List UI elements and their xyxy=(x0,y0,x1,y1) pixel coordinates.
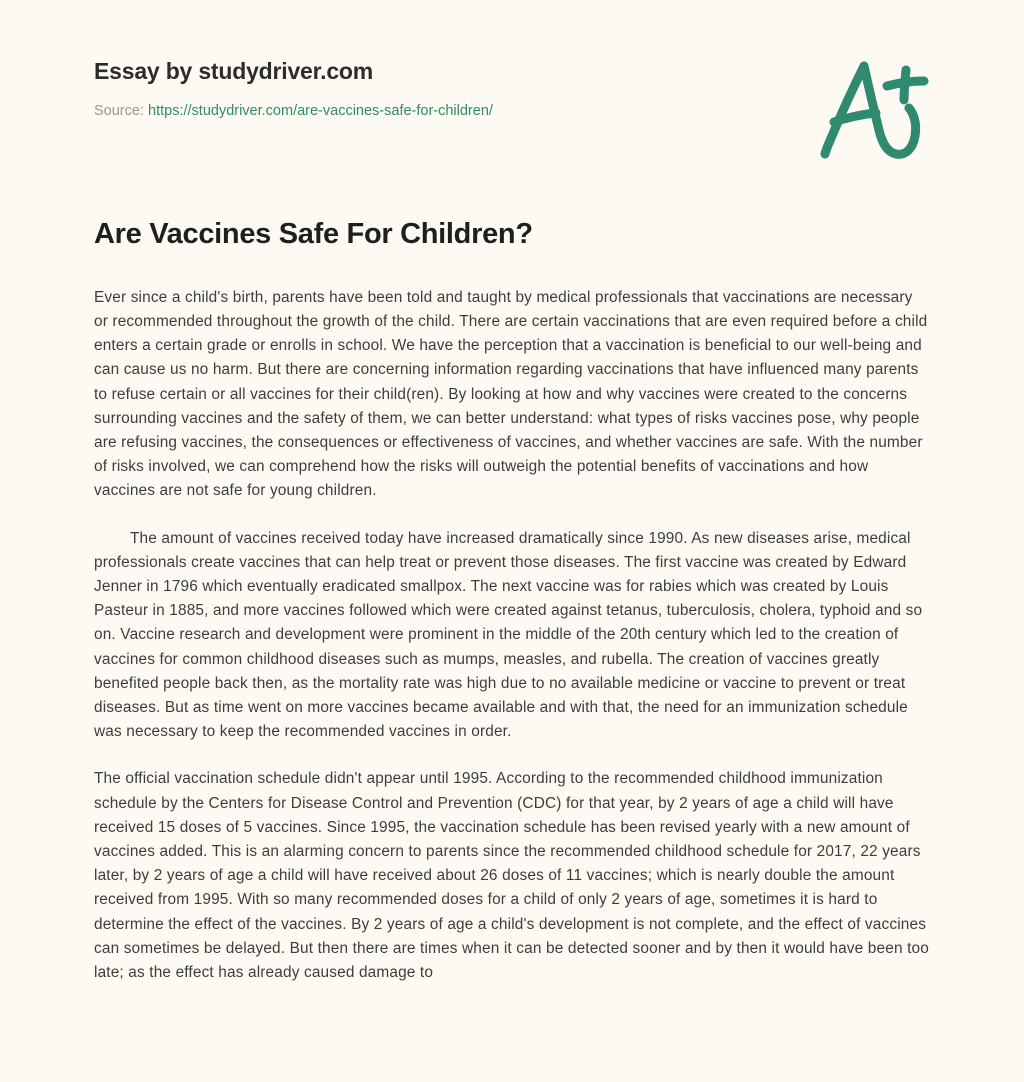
source-label: Source: xyxy=(94,102,144,119)
brand-byline: Essay by studydriver.com xyxy=(94,58,374,84)
body-paragraph: The amount of vaccines received today have increased dramatically since 1990. As new diseases arise, medical professionals create vaccines that can help treat or prevent those diseases. The first vaccine was created by Edward Jenner in 1796 which eventually eradicated smallpox. The next vaccine was for rabies which was created by Louis Pasteur in 1885, and more vaccines followed which were created against tetanus, tuberculosis, cholera, typhoid and so on. Vaccine research and development were prominent in the middle of the 20th century which led to the creation of vaccines for common childhood diseases such as mumps, measles, and rubella. The creation of vaccines greatly benefited people back then, as the mortality rate was high due to no available medicine or vaccine to prevent or treat diseases. But as time went on more vaccines became available and with that, the need for an immunization schedule was necessary to keep the recommended vaccines in order. xyxy=(94,529,923,741)
source-url-link[interactable]: https://studydriver.com/are-vaccines-safe-for-children/ xyxy=(148,102,493,119)
page-title: Are Vaccines Safe For Children? xyxy=(94,218,533,251)
body-paragraph: Ever since a child's birth, parents have been told and taught by medical professionals that vaccinations are necessary or recommended throughout the growth of the child. There are certain vaccinations that are even required before a child enters a certain grade or enrolls in school. We have the perception that a vaccination is beneficial to our well-being and can cause us no harm. But there are concerning information regarding vaccinations that have influenced many parents to refuse certain or all vaccines for their child(ren). By looking at how and why vaccines were created to the concerns surrounding vaccines and the safety of them, we can better understand: what types of risks vaccines pose, why people are refusing vaccines, the consequences or effectiveness of vaccines, and whether vaccines are safe. With the number of risks involved, we can comprehend how the risks will outweigh the potential benefits of vaccinations and how vaccines are not safe for young children. xyxy=(94,288,928,500)
document-header xyxy=(94,0,930,120)
document-body xyxy=(94,253,930,985)
source-line xyxy=(94,102,930,121)
body-paragraph: The official vaccination schedule didn't appear until 1995. According to the recommended childhood immunization schedule by the Centers for Disease Control and Prevention (CDC) for that year, by 2 years of age a child will have received 15 doses of 5 vaccines. Since 1995, the vaccination schedule has been revised yearly with a new amount of vaccines added. This is an alarming concern to parents since the recommended childhood schedule for 2017, 22 years later, by 2 years of age a child will have received about 26 doses of 11 vaccines; which is nearly double the amount received from 1995. With so many recommended doses for a child of only 2 years of age, sometimes it is hard to determine the effect of the vaccines. By 2 years of age a child's development is not complete, and the effect of vaccines can sometimes be delayed. But then there are times when it can be detected sooner and by then it would have been too late; as the effect has already caused damage to xyxy=(94,770,929,981)
